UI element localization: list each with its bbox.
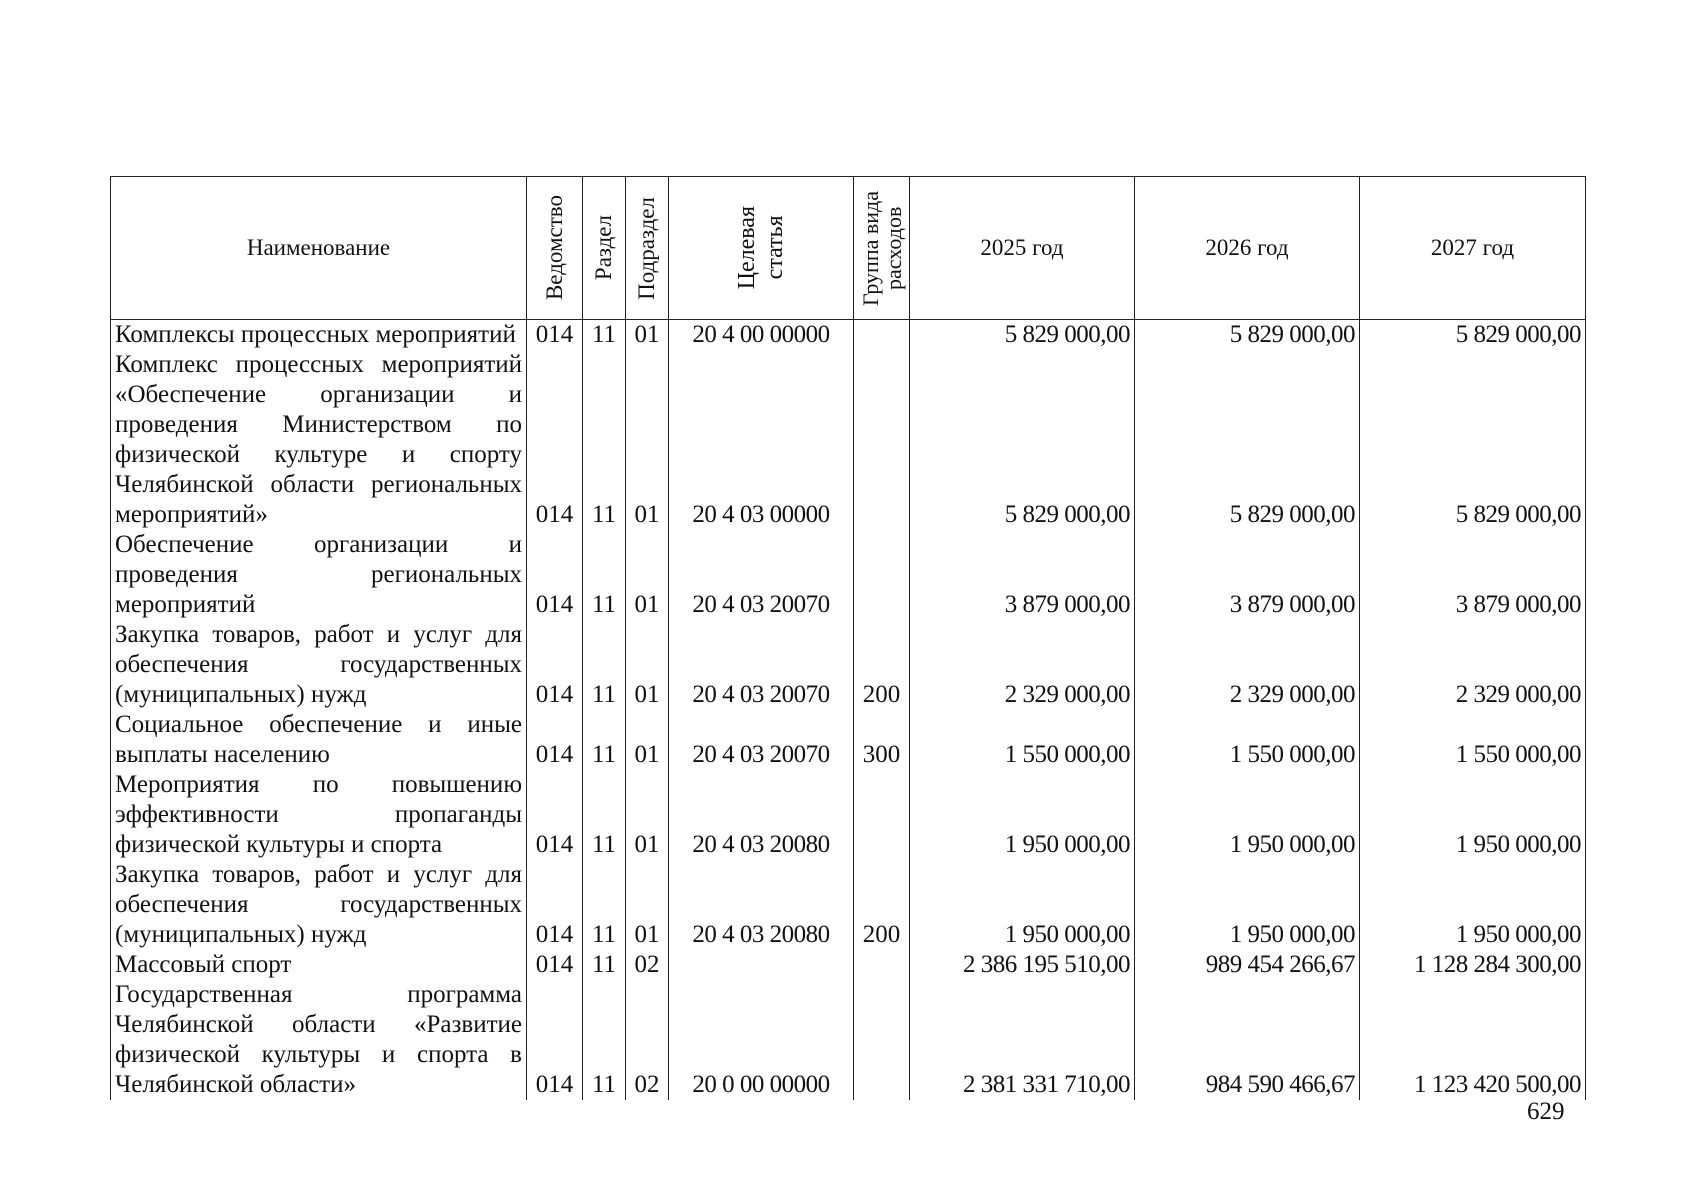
cell-ved: 014: [527, 860, 583, 950]
cell-podrazdel: 02: [626, 950, 669, 980]
header-razdel: Раздел: [583, 177, 626, 320]
cell-2026: 2 329 000,00: [1135, 620, 1360, 710]
cell-2025: 1 550 000,00: [910, 710, 1135, 770]
cell-razdel: 11: [583, 350, 626, 530]
cell-article: 20 4 03 00000: [669, 350, 854, 530]
cell-2025: 3 879 000,00: [910, 530, 1135, 620]
cell-2027: 5 829 000,00: [1360, 320, 1586, 351]
table-header-row: [111, 177, 1586, 320]
cell-2027: 2 329 000,00: [1360, 620, 1586, 710]
cell-name: Закупка товаров, работ и услуг для обеспечения государственных (муниципальных) нужд: [111, 620, 527, 710]
cell-article: 20 4 03 20080: [669, 770, 854, 860]
cell-group: 200: [854, 620, 910, 710]
cell-2025: 5 829 000,00: [910, 350, 1135, 530]
cell-article: 20 4 03 20070: [669, 620, 854, 710]
cell-2025: 1 950 000,00: [910, 860, 1135, 950]
cell-2026: 1 950 000,00: [1135, 860, 1360, 950]
cell-name: Комплекс процессных мероприятий «Обеспечение организации и проведения Министерством по физической культуре и спорту Челябинской области региональных мероприятий»: [111, 350, 527, 530]
cell-2026: 1 550 000,00: [1135, 710, 1360, 770]
cell-razdel: 11: [583, 620, 626, 710]
cell-2027: 5 829 000,00: [1360, 350, 1586, 530]
cell-article: 20 4 03 20070: [669, 530, 854, 620]
cell-podrazdel: 01: [626, 710, 669, 770]
cell-name: Социальное обеспечение и иные выплаты населению: [111, 710, 527, 770]
cell-podrazdel: 01: [626, 530, 669, 620]
cell-podrazdel: 01: [626, 350, 669, 530]
table-row: [111, 860, 1586, 950]
table-row: [111, 350, 1586, 530]
table-body: [111, 320, 1586, 1101]
cell-ved: 014: [527, 620, 583, 710]
header-name: Наименование: [111, 177, 527, 320]
cell-razdel: 11: [583, 770, 626, 860]
budget-table: [110, 176, 1586, 1100]
cell-2027: 1 128 284 300,00: [1360, 950, 1586, 980]
table-row: [111, 980, 1586, 1100]
header-2025: 2025 год: [910, 177, 1135, 320]
cell-2027: 1 950 000,00: [1360, 860, 1586, 950]
cell-2025: 5 829 000,00: [910, 320, 1135, 351]
table-row: [111, 950, 1586, 980]
cell-podrazdel: 01: [626, 320, 669, 351]
cell-name: Государственная программа Челябинской области «Развитие физической культуры и спорта в Челябинской области»: [111, 980, 527, 1100]
cell-2026: 984 590 466,67: [1135, 980, 1360, 1100]
cell-podrazdel: 01: [626, 860, 669, 950]
cell-podrazdel: 02: [626, 980, 669, 1100]
table-row: [111, 620, 1586, 710]
cell-ved: 014: [527, 770, 583, 860]
cell-podrazdel: 01: [626, 620, 669, 710]
cell-2026: 5 829 000,00: [1135, 320, 1360, 351]
header-podrazdel: Подраздел: [626, 177, 669, 320]
header-2026: 2026 год: [1135, 177, 1360, 320]
cell-razdel: 11: [583, 710, 626, 770]
cell-ved: 014: [527, 530, 583, 620]
cell-group: 300: [854, 710, 910, 770]
cell-name: Комплексы процессных мероприятий: [111, 320, 527, 351]
cell-ved: 014: [527, 950, 583, 980]
cell-razdel: 11: [583, 320, 626, 351]
cell-2027: 1 950 000,00: [1360, 770, 1586, 860]
cell-2025: 2 386 195 510,00: [910, 950, 1135, 980]
cell-group: [854, 980, 910, 1100]
cell-2027: 3 879 000,00: [1360, 530, 1586, 620]
cell-ved: 014: [527, 710, 583, 770]
table-row: [111, 710, 1586, 770]
cell-group: [854, 770, 910, 860]
cell-ved: 014: [527, 320, 583, 351]
cell-group: [854, 530, 910, 620]
cell-article: [669, 950, 854, 980]
header-ved: Ведомство: [527, 177, 583, 320]
table-row: [111, 530, 1586, 620]
cell-ved: 014: [527, 350, 583, 530]
header-article: Целевая статья: [669, 177, 854, 320]
cell-razdel: 11: [583, 530, 626, 620]
cell-article: 20 4 03 20080: [669, 860, 854, 950]
table-row: [111, 320, 1586, 351]
cell-2026: 1 950 000,00: [1135, 770, 1360, 860]
cell-article: 20 4 03 20070: [669, 710, 854, 770]
cell-name: Закупка товаров, работ и услуг для обеспечения государственных (муниципальных) нужд: [111, 860, 527, 950]
cell-razdel: 11: [583, 950, 626, 980]
cell-2027: 1 123 420 500,00: [1360, 980, 1586, 1100]
cell-article: 20 4 00 00000: [669, 320, 854, 351]
cell-2025: 2 381 331 710,00: [910, 980, 1135, 1100]
cell-group: 200: [854, 860, 910, 950]
cell-group: [854, 320, 910, 351]
cell-name: Массовый спорт: [111, 950, 527, 980]
cell-article: 20 0 00 00000: [669, 980, 854, 1100]
cell-name: Обеспечение организации и проведения региональных мероприятий: [111, 530, 527, 620]
cell-2026: 989 454 266,67: [1135, 950, 1360, 980]
page-number: 629: [1527, 1098, 1565, 1125]
cell-2025: 2 329 000,00: [910, 620, 1135, 710]
cell-group: [854, 950, 910, 980]
cell-group: [854, 350, 910, 530]
cell-name: Мероприятия по повышению эффективности пропаганды физической культуры и спорта: [111, 770, 527, 860]
cell-2026: 5 829 000,00: [1135, 350, 1360, 530]
cell-ved: 014: [527, 980, 583, 1100]
cell-razdel: 11: [583, 980, 626, 1100]
cell-2025: 1 950 000,00: [910, 770, 1135, 860]
header-2027: 2027 год: [1360, 177, 1586, 320]
header-group: Группа вида расходов: [854, 177, 910, 320]
cell-podrazdel: 01: [626, 770, 669, 860]
cell-2026: 3 879 000,00: [1135, 530, 1360, 620]
cell-2027: 1 550 000,00: [1360, 710, 1586, 770]
cell-razdel: 11: [583, 860, 626, 950]
table-row: [111, 770, 1586, 860]
